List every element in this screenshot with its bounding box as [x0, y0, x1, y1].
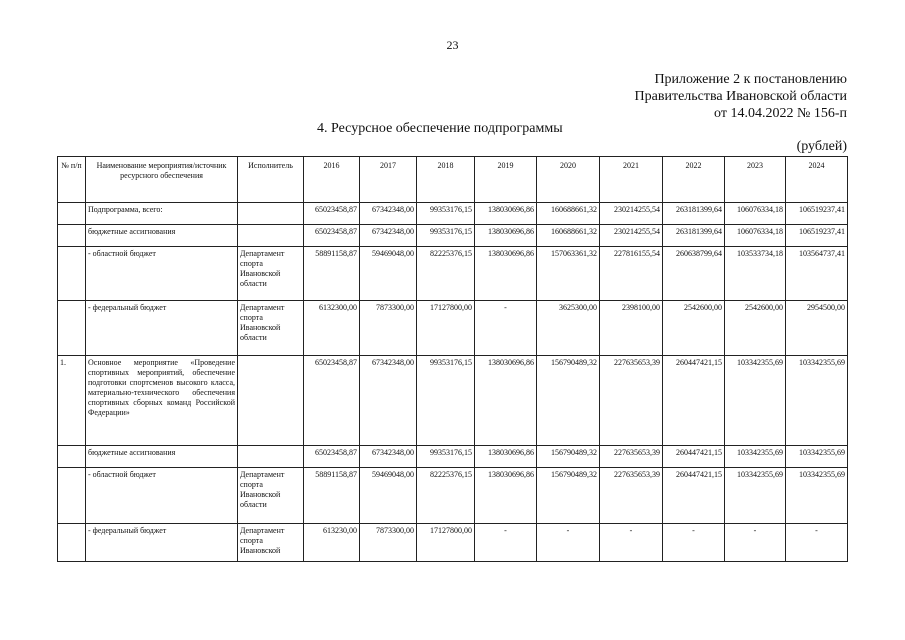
row-name: - федеральный бюджет — [86, 524, 238, 562]
row-value: 67342348,00 — [360, 225, 417, 247]
row-value: 227635653,39 — [600, 356, 663, 446]
row-value: 82225376,15 — [417, 468, 475, 524]
row-value: 260638799,64 — [663, 247, 725, 301]
table-row — [58, 203, 848, 225]
header-year: 2020 — [537, 157, 600, 203]
header-year: 2023 — [725, 157, 786, 203]
row-value: 138030696,86 — [475, 356, 537, 446]
row-value: 103533734,18 — [725, 247, 786, 301]
row-executor: Департамент спорта Ивановской — [238, 524, 304, 562]
row-executor — [238, 446, 304, 468]
row-value: 227635653,39 — [600, 446, 663, 468]
row-num — [58, 247, 86, 301]
table-row — [58, 468, 848, 524]
row-value: 99353176,15 — [417, 446, 475, 468]
row-value: 160688661,32 — [537, 203, 600, 225]
row-value: 156790489,32 — [537, 356, 600, 446]
row-num — [58, 301, 86, 356]
row-value: 103342355,69 — [786, 446, 848, 468]
row-value: 613230,00 — [304, 524, 360, 562]
row-executor — [238, 203, 304, 225]
row-num — [58, 468, 86, 524]
row-name: Основное мероприятие «Проведение спортивных мероприятий, обеспечение подготовки спортсменов высокого класса, материально-технического обеспечения спортивных сборных команд Российской Федерации» — [86, 356, 238, 446]
header-year: 2018 — [417, 157, 475, 203]
row-name: - областной бюджет — [86, 247, 238, 301]
row-num — [58, 446, 86, 468]
row-value: 106519237,41 — [786, 225, 848, 247]
table-row — [58, 247, 848, 301]
row-value: - — [475, 524, 537, 562]
row-value: 160688661,32 — [537, 225, 600, 247]
row-value: 2398100,00 — [600, 301, 663, 356]
row-value: 138030696,86 — [475, 247, 537, 301]
row-value: 260447421,15 — [663, 446, 725, 468]
row-value: - — [786, 524, 848, 562]
row-executor — [238, 225, 304, 247]
table-row — [58, 524, 848, 562]
row-num — [58, 524, 86, 562]
units-label: (рублей) — [796, 139, 847, 154]
row-value: 65023458,87 — [304, 356, 360, 446]
row-value: 260447421,15 — [663, 468, 725, 524]
row-value: 230214255,54 — [600, 203, 663, 225]
row-value: 7873300,00 — [360, 524, 417, 562]
row-value: 17127800,00 — [417, 524, 475, 562]
row-value: 99353176,15 — [417, 225, 475, 247]
row-value: 227816155,54 — [600, 247, 663, 301]
row-value: 65023458,87 — [304, 225, 360, 247]
row-name: Подпрограмма, всего: — [86, 203, 238, 225]
header-year: 2017 — [360, 157, 417, 203]
row-value: 263181399,64 — [663, 203, 725, 225]
row-value: 103342355,69 — [786, 356, 848, 446]
row-name: - областной бюджет — [86, 468, 238, 524]
row-value: 138030696,86 — [475, 468, 537, 524]
table-row — [58, 225, 848, 247]
row-value: 67342348,00 — [360, 356, 417, 446]
row-value: 99353176,15 — [417, 356, 475, 446]
row-value: 7873300,00 — [360, 301, 417, 356]
table-row — [58, 446, 848, 468]
row-value: - — [725, 524, 786, 562]
row-value: 2954500,00 — [786, 301, 848, 356]
header-year: 2016 — [304, 157, 360, 203]
row-num — [58, 203, 86, 225]
row-value: 263181399,64 — [663, 225, 725, 247]
row-value: 17127800,00 — [417, 301, 475, 356]
section-title: 4. Ресурсное обеспечение подпрограммы — [317, 121, 563, 136]
row-value: 106519237,41 — [786, 203, 848, 225]
header-year: 2021 — [600, 157, 663, 203]
row-executor: Департамент спорта Ивановской области — [238, 301, 304, 356]
row-value: - — [537, 524, 600, 562]
row-value: 156790489,32 — [537, 468, 600, 524]
header-name: Наименование мероприятия/источник ресурсного обеспечения — [86, 157, 238, 203]
row-value: 138030696,86 — [475, 203, 537, 225]
appendix-line-2: Правительства Ивановской области — [634, 89, 847, 104]
row-num — [58, 225, 86, 247]
row-value: 2542600,00 — [725, 301, 786, 356]
header-num: № п/п — [58, 157, 86, 203]
header-executor: Исполнитель — [238, 157, 304, 203]
row-name: бюджетные ассигнования — [86, 225, 238, 247]
row-value: 103342355,69 — [725, 468, 786, 524]
table-row — [58, 356, 848, 446]
row-value: 260447421,15 — [663, 356, 725, 446]
row-value: 58891158,87 — [304, 247, 360, 301]
row-value: 2542600,00 — [663, 301, 725, 356]
row-value: 65023458,87 — [304, 446, 360, 468]
row-value: 230214255,54 — [600, 225, 663, 247]
table-row — [58, 301, 848, 356]
row-value: 6132300,00 — [304, 301, 360, 356]
header-year: 2024 — [786, 157, 848, 203]
row-value: 3625300,00 — [537, 301, 600, 356]
appendix-line-3: от 14.04.2022 № 156-п — [714, 106, 847, 121]
row-value: 65023458,87 — [304, 203, 360, 225]
row-value: 103342355,69 — [725, 446, 786, 468]
row-value: 99353176,15 — [417, 203, 475, 225]
row-value: 103564737,41 — [786, 247, 848, 301]
row-name: бюджетные ассигнования — [86, 446, 238, 468]
resource-table — [57, 156, 848, 562]
row-value: - — [475, 301, 537, 356]
row-executor: Департамент спорта Ивановской области — [238, 247, 304, 301]
appendix-header — [635, 71, 847, 122]
row-value: 82225376,15 — [417, 247, 475, 301]
row-value: 103342355,69 — [786, 468, 848, 524]
row-value: 103342355,69 — [725, 356, 786, 446]
row-value: 106076334,18 — [725, 203, 786, 225]
row-executor: Департамент спорта Ивановской области — [238, 468, 304, 524]
row-value: 227635653,39 — [600, 468, 663, 524]
appendix-line-1: Приложение 2 к постановлению — [654, 72, 847, 87]
row-executor — [238, 356, 304, 446]
row-value: - — [600, 524, 663, 562]
table-header-row — [58, 157, 848, 203]
row-value: 138030696,86 — [475, 446, 537, 468]
row-value: 67342348,00 — [360, 446, 417, 468]
row-value: 156790489,32 — [537, 446, 600, 468]
row-value: - — [663, 524, 725, 562]
header-year: 2019 — [475, 157, 537, 203]
header-year: 2022 — [663, 157, 725, 203]
row-value: 106076334,18 — [725, 225, 786, 247]
row-value: 67342348,00 — [360, 203, 417, 225]
row-value: 58891158,87 — [304, 468, 360, 524]
row-value: 59469048,00 — [360, 468, 417, 524]
row-num: 1. — [58, 356, 86, 446]
row-value: 59469048,00 — [360, 247, 417, 301]
row-value: 157063361,32 — [537, 247, 600, 301]
row-value: 138030696,86 — [475, 225, 537, 247]
page-number: 23 — [446, 38, 459, 52]
row-name: - федеральный бюджет — [86, 301, 238, 356]
